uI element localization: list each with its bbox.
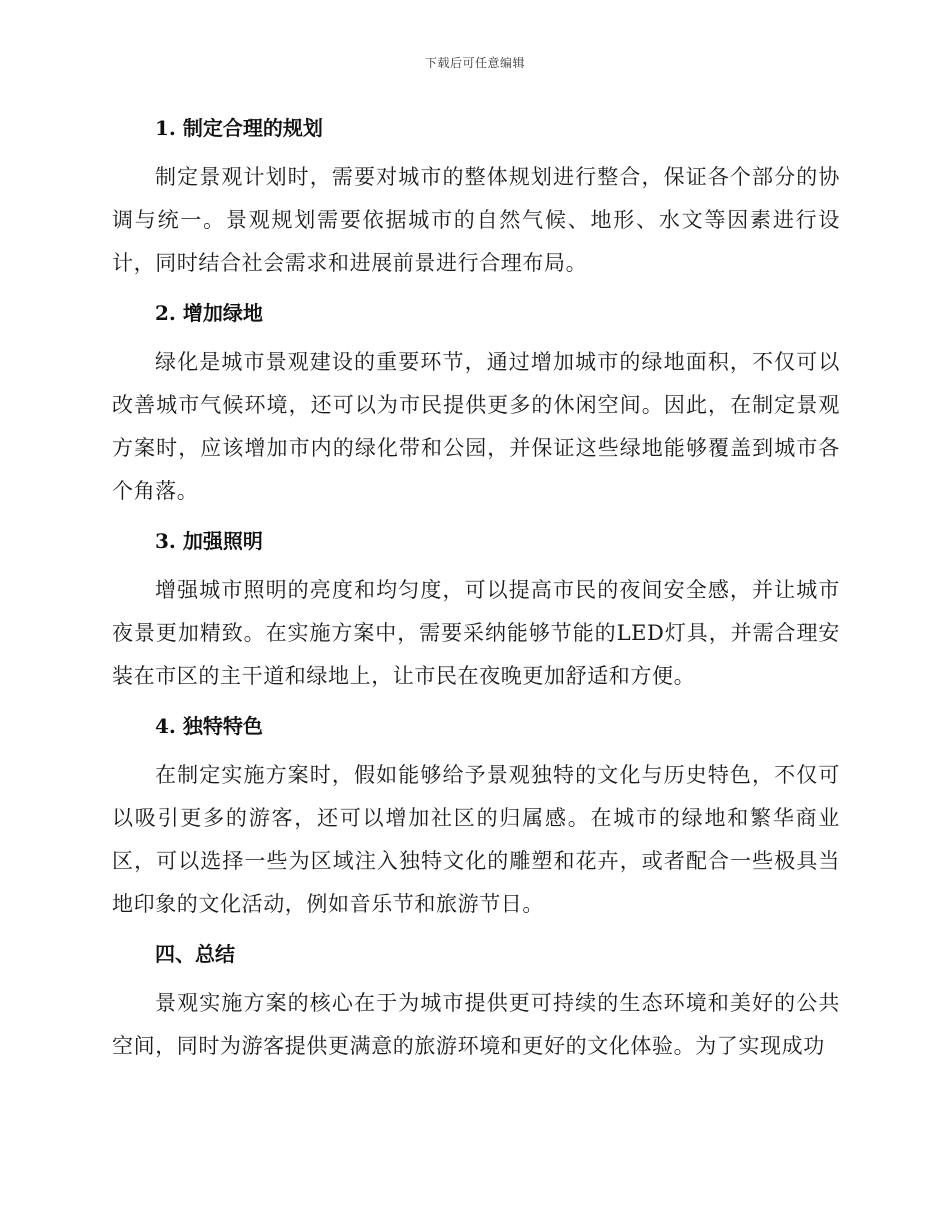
section-heading: 4. 独特特色	[155, 714, 263, 738]
section-paragraph: 增强城市照明的亮度和均匀度，可以提高市民的夜间安全感，并让城市夜景更加精致。在实施方案中，需要采纳能够节能的LED灯具，并需合理安装在市区的主干道和绿地上，让市民在夜晚更加舒适和方便。	[112, 578, 840, 688]
section-paragraph: 在制定实施方案时，假如能够给予景观独特的文化与历史特色，不仅可以吸引更多的游客，还可以增加社区的归属感。在城市的绿地和繁华商业区，可以选择一些为区域注入独特文化的雕塑和花卉，或者配合一些极具当地印象的文化活动，例如音乐节和旅游节日。	[112, 763, 840, 916]
section-summary	[112, 934, 840, 1068]
section-heading: 3. 加强照明	[155, 529, 263, 553]
section-heading: 1. 制定合理的规划	[155, 116, 323, 140]
section-paragraph: 绿化是城市景观建设的重要环节，通过增加城市的绿地面积，不仅可以改善城市气候环境，还可以为市民提供更多的休闲空间。因此，在制定景观方案时，应该增加市内的绿化带和公园，并保证这些绿地能够覆盖到城市各个角落。	[112, 350, 840, 503]
section-heading: 四、总结	[155, 942, 235, 966]
section-paragraph: 景观实施方案的核心在于为城市提供更可持续的生态环境和美好的公共空间，同时为游客提供更满意的旅游环境和更好的文化体验。为了实现成功	[112, 991, 840, 1058]
section-planning	[112, 108, 840, 285]
document-body	[112, 108, 840, 1076]
section-green-space	[112, 293, 840, 513]
section-paragraph: 制定景观计划时，需要对城市的整体规划进行整合，保证各个部分的协调与统一。景观规划需要依据城市的自然气候、地形、水文等因素进行设计，同时结合社会需求和进展前景进行合理布局。	[112, 165, 840, 275]
section-heading: 2. 增加绿地	[155, 301, 263, 325]
section-unique-features	[112, 706, 840, 926]
page-header-note: 下载后可任意编辑	[424, 56, 525, 70]
section-lighting	[112, 521, 840, 698]
